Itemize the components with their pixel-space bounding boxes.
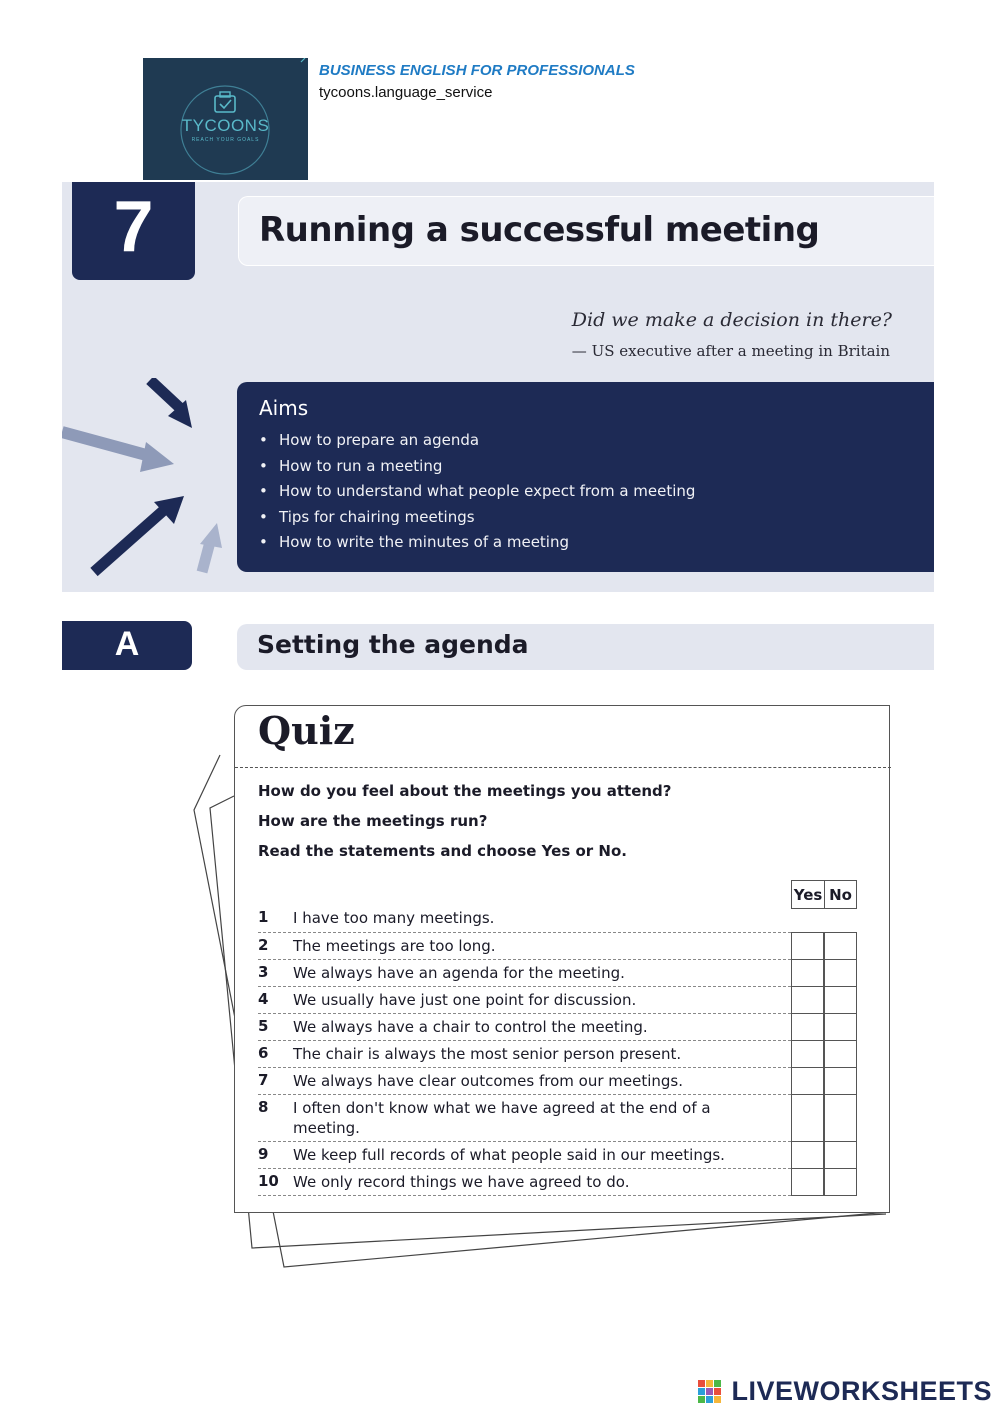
grid-line [791,1040,857,1041]
statement-number: 10 [258,1172,279,1190]
yes-column [791,932,824,1195]
statement-text: We usually have just one point for discussion. [293,991,637,1009]
aims-heading: Aims [259,396,309,420]
section-letter-badge [62,621,192,670]
statement-text: We always have an agenda for the meeting. [293,964,625,982]
section-letter: A [114,625,140,663]
yes-column-header: Yes [791,880,825,908]
quiz-statement-row [258,987,791,1014]
quiz-statement-row [258,933,791,960]
no-column-header: No [824,880,857,908]
quiz-card [234,705,890,1213]
statement-text: We only record things we have agreed to do. [293,1173,630,1191]
brand-handle: tycoons.language_service [319,84,493,101]
statement-text: We always have clear outcomes from our meetings. [293,1072,684,1090]
statement-text: The meetings are too long. [293,937,496,955]
aims-item: • How to understand what people expect from a meeting [259,482,696,501]
tycoons-logo [143,58,308,180]
quiz-instruction: Read the statements and choose Yes or No. [258,842,627,860]
quiz-statement-row [258,905,791,933]
grid-line [791,1141,857,1142]
statement-number: 9 [258,1145,269,1163]
epigraph-source: — US executive after a meeting in Britain [571,342,890,360]
unit-title-box [238,196,934,266]
unit-number: 7 [113,187,154,267]
statement-number: 7 [258,1071,269,1089]
aims-item: • How to run a meeting [259,456,443,475]
logo-wordmark: TYCOONS [181,116,270,135]
quiz-question: How do you feel about the meetings you attend? [258,782,672,800]
grid-line [791,1195,857,1196]
statement-text: We keep full records of what people said in our meetings. [293,1146,725,1164]
brand-title: BUSINESS ENGLISH FOR PROFESSIONALS [319,62,635,79]
aims-item: • How to write the minutes of a meeting [259,533,570,552]
grid-line [791,1013,857,1014]
epigraph-quote: Did we make a decision in there? [571,309,892,331]
statement-text: I often don't know what we have agreed at the end of a meeting. [293,1099,711,1137]
statement-text: We always have a chair to control the meeting. [293,1018,648,1036]
quiz-divider [235,767,891,768]
quiz-statement-row [258,1169,791,1196]
statement-text: I have too many meetings. [293,909,495,927]
grid-line [791,1067,857,1068]
quiz-statement-row [258,1041,791,1068]
quiz-question: How are the meetings run? [258,812,488,830]
liveworksheets-logo-icon [698,1380,722,1404]
section-title: Setting the agenda [257,630,529,659]
quiz-statement-row [258,960,791,987]
statement-text: The chair is always the most senior person present. [293,1045,682,1063]
grid-line [791,1094,857,1095]
liveworksheets-wordmark: LIVEWORKSHEETS [731,1376,992,1406]
grid-line [791,932,857,933]
statement-number: 6 [258,1044,269,1062]
unit-title: Running a successful meeting [259,210,820,250]
logo-tagline: REACH YOUR GOALS [191,137,260,143]
converging-arrows-icon [62,378,237,578]
aims-item: • Tips for chairing meetings [259,507,475,526]
aims-panel [237,382,934,572]
statement-number: 3 [258,963,269,981]
statement-number: 1 [258,908,269,926]
quiz-statement-row [258,1095,791,1142]
no-column [824,932,857,1195]
grid-line [791,986,857,987]
quiz-statement-row [258,1142,791,1169]
statement-number: 5 [258,1017,269,1035]
unit-number-badge [72,182,195,280]
grid-line [791,908,857,909]
section-title-box [237,624,934,670]
statement-number: 4 [258,990,269,1008]
aims-item: • How to prepare an agenda [259,431,480,449]
statement-number: 8 [258,1098,269,1116]
grid-line [791,1168,857,1169]
quiz-statement-row [258,1014,791,1041]
quiz-title: Quiz [258,708,355,753]
statement-number: 2 [258,936,269,954]
grid-line [791,959,857,960]
aims-list [259,430,695,558]
quiz-statement-row [258,1068,791,1095]
